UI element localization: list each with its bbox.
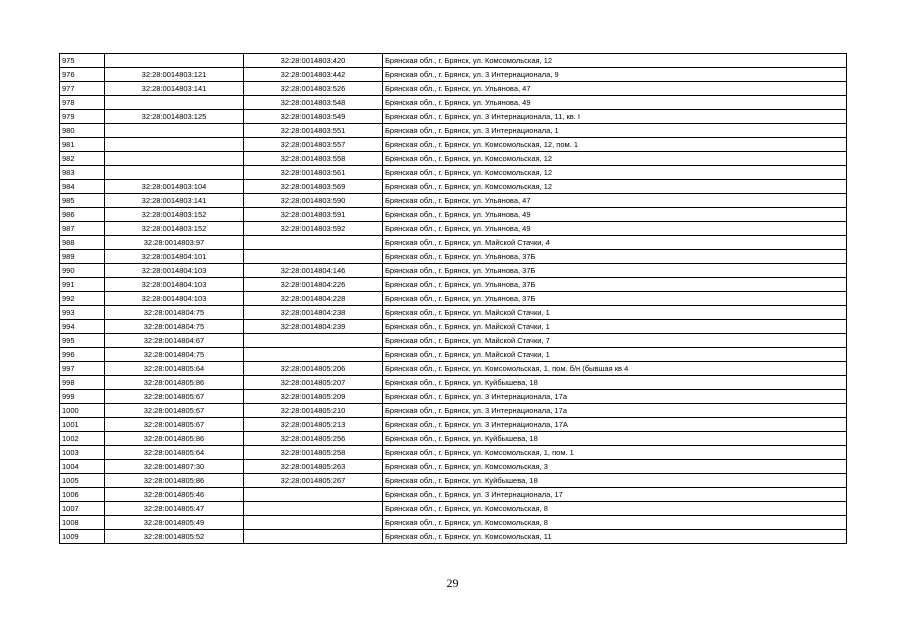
land-cadastral-number-cell: 32:28:0014805:46	[105, 488, 244, 502]
table-row	[60, 180, 847, 194]
table-row	[60, 124, 847, 138]
table-row	[60, 404, 847, 418]
building-cadastral-number-cell: 32:28:0014805:209	[244, 390, 383, 404]
land-cadastral-number-cell: 32:28:0014805:67	[105, 390, 244, 404]
address-cell: Брянская обл., г. Брянск, ул. Куйбышева, 18	[383, 376, 847, 390]
table-row	[60, 236, 847, 250]
row-number-cell: 1006	[60, 488, 105, 502]
table-row	[60, 418, 847, 432]
table-row	[60, 208, 847, 222]
address-cell: Брянская обл., г. Брянск, ул. Комсомольская, 12	[383, 54, 847, 68]
address-cell: Брянская обл., г. Брянск, ул. 3 Интернационала, 9	[383, 68, 847, 82]
building-cadastral-number-cell: 32:28:0014803:551	[244, 124, 383, 138]
row-number-cell: 993	[60, 306, 105, 320]
address-cell: Брянская обл., г. Брянск, ул. Ульянова, 49	[383, 96, 847, 110]
address-cell: Брянская обл., г. Брянск, ул. Комсомольская, 8	[383, 502, 847, 516]
row-number-cell: 976	[60, 68, 105, 82]
land-cadastral-number-cell: 32:28:0014805:67	[105, 404, 244, 418]
table-row	[60, 68, 847, 82]
table-row	[60, 54, 847, 68]
building-cadastral-number-cell: 32:28:0014805:206	[244, 362, 383, 376]
building-cadastral-number-cell	[244, 236, 383, 250]
table-row	[60, 446, 847, 460]
table-row	[60, 474, 847, 488]
building-cadastral-number-cell: 32:28:0014804:239	[244, 320, 383, 334]
row-number-cell: 983	[60, 166, 105, 180]
building-cadastral-number-cell: 32:28:0014805:213	[244, 418, 383, 432]
building-cadastral-number-cell	[244, 502, 383, 516]
land-cadastral-number-cell	[105, 152, 244, 166]
land-cadastral-number-cell: 32:28:0014804:103	[105, 264, 244, 278]
address-cell: Брянская обл., г. Брянск, ул. Комсомольская, 12	[383, 180, 847, 194]
building-cadastral-number-cell: 32:28:0014804:146	[244, 264, 383, 278]
land-cadastral-number-cell: 32:28:0014803:152	[105, 222, 244, 236]
land-cadastral-number-cell: 32:28:0014805:67	[105, 418, 244, 432]
building-cadastral-number-cell	[244, 516, 383, 530]
land-cadastral-number-cell: 32:28:0014804:103	[105, 292, 244, 306]
row-number-cell: 992	[60, 292, 105, 306]
row-number-cell: 979	[60, 110, 105, 124]
building-cadastral-number-cell: 32:28:0014803:420	[244, 54, 383, 68]
row-number-cell: 994	[60, 320, 105, 334]
address-cell: Брянская обл., г. Брянск, ул. 3 Интернационала, 17	[383, 488, 847, 502]
land-cadastral-number-cell: 32:28:0014803:152	[105, 208, 244, 222]
land-cadastral-number-cell: 32:28:0014805:86	[105, 432, 244, 446]
building-cadastral-number-cell: 32:28:0014803:592	[244, 222, 383, 236]
row-number-cell: 984	[60, 180, 105, 194]
table-row	[60, 96, 847, 110]
property-registry-table	[59, 53, 847, 544]
land-cadastral-number-cell: 32:28:0014805:86	[105, 474, 244, 488]
land-cadastral-number-cell: 32:28:0014803:141	[105, 194, 244, 208]
row-number-cell: 1008	[60, 516, 105, 530]
table-row	[60, 432, 847, 446]
table-row	[60, 460, 847, 474]
address-cell: Брянская обл., г. Брянск, ул. Куйбышева, 18	[383, 432, 847, 446]
row-number-cell: 977	[60, 82, 105, 96]
address-cell: Брянская обл., г. Брянск, ул. Ульянова, 37Б	[383, 278, 847, 292]
row-number-cell: 1000	[60, 404, 105, 418]
row-number-cell: 1005	[60, 474, 105, 488]
land-cadastral-number-cell: 32:28:0014805:86	[105, 376, 244, 390]
building-cadastral-number-cell: 32:28:0014803:548	[244, 96, 383, 110]
table-row	[60, 306, 847, 320]
building-cadastral-number-cell	[244, 334, 383, 348]
table-row	[60, 166, 847, 180]
table-row	[60, 138, 847, 152]
address-cell: Брянская обл., г. Брянск, ул. Комсомольская, 1, пом. б/н (бывшая кв 4	[383, 362, 847, 376]
land-cadastral-number-cell: 32:28:0014804:103	[105, 278, 244, 292]
row-number-cell: 1007	[60, 502, 105, 516]
land-cadastral-number-cell: 32:28:0014804:101	[105, 250, 244, 264]
building-cadastral-number-cell	[244, 488, 383, 502]
row-number-cell: 1003	[60, 446, 105, 460]
table-row	[60, 152, 847, 166]
row-number-cell: 985	[60, 194, 105, 208]
table-row	[60, 110, 847, 124]
building-cadastral-number-cell: 32:28:0014804:226	[244, 278, 383, 292]
building-cadastral-number-cell: 32:28:0014804:238	[244, 306, 383, 320]
building-cadastral-number-cell: 32:28:0014803:590	[244, 194, 383, 208]
table-row	[60, 194, 847, 208]
row-number-cell: 978	[60, 96, 105, 110]
land-cadastral-number-cell: 32:28:0014804:67	[105, 334, 244, 348]
building-cadastral-number-cell: 32:28:0014803:591	[244, 208, 383, 222]
building-cadastral-number-cell: 32:28:0014803:569	[244, 180, 383, 194]
address-cell: Брянская обл., г. Брянск, ул. Комсомольская, 11	[383, 530, 847, 544]
row-number-cell: 998	[60, 376, 105, 390]
land-cadastral-number-cell: 32:28:0014803:97	[105, 236, 244, 250]
building-cadastral-number-cell: 32:28:0014805:210	[244, 404, 383, 418]
address-cell: Брянская обл., г. Брянск, ул. 3 Интернационала, 17а	[383, 390, 847, 404]
building-cadastral-number-cell: 32:28:0014805:207	[244, 376, 383, 390]
page-number: 29	[446, 576, 459, 590]
address-cell: Брянская обл., г. Брянск, ул. Комсомольская, 8	[383, 516, 847, 530]
row-number-cell: 997	[60, 362, 105, 376]
table-row	[60, 264, 847, 278]
building-cadastral-number-cell	[244, 348, 383, 362]
building-cadastral-number-cell: 32:28:0014805:263	[244, 460, 383, 474]
row-number-cell: 995	[60, 334, 105, 348]
land-cadastral-number-cell: 32:28:0014804:75	[105, 306, 244, 320]
building-cadastral-number-cell: 32:28:0014803:549	[244, 110, 383, 124]
row-number-cell: 988	[60, 236, 105, 250]
address-cell: Брянская обл., г. Брянск, ул. Ульянова, 49	[383, 208, 847, 222]
address-cell: Брянская обл., г. Брянск, ул. Майской Стачки, 4	[383, 236, 847, 250]
land-cadastral-number-cell: 32:28:0014807:30	[105, 460, 244, 474]
registry-table-body	[60, 54, 847, 544]
land-cadastral-number-cell: 32:28:0014804:75	[105, 320, 244, 334]
table-row	[60, 222, 847, 236]
land-cadastral-number-cell	[105, 54, 244, 68]
row-number-cell: 1009	[60, 530, 105, 544]
row-number-cell: 996	[60, 348, 105, 362]
table-row	[60, 278, 847, 292]
land-cadastral-number-cell: 32:28:0014803:141	[105, 82, 244, 96]
land-cadastral-number-cell	[105, 138, 244, 152]
land-cadastral-number-cell: 32:28:0014805:52	[105, 530, 244, 544]
address-cell: Брянская обл., г. Брянск, ул. 3 Интернационала, 11, кв. I	[383, 110, 847, 124]
building-cadastral-number-cell: 32:28:0014805:267	[244, 474, 383, 488]
address-cell: Брянская обл., г. Брянск, ул. Комсомольская, 12, пом. 1	[383, 138, 847, 152]
table-row	[60, 320, 847, 334]
row-number-cell: 990	[60, 264, 105, 278]
land-cadastral-number-cell	[105, 96, 244, 110]
land-cadastral-number-cell	[105, 166, 244, 180]
building-cadastral-number-cell: 32:28:0014804:228	[244, 292, 383, 306]
table-row	[60, 376, 847, 390]
land-cadastral-number-cell: 32:28:0014803:125	[105, 110, 244, 124]
row-number-cell: 982	[60, 152, 105, 166]
address-cell: Брянская обл., г. Брянск, ул. Майской Стачки, 1	[383, 320, 847, 334]
row-number-cell: 975	[60, 54, 105, 68]
address-cell: Брянская обл., г. Брянск, ул. 3 Интернационала, 17а	[383, 404, 847, 418]
address-cell: Брянская обл., г. Брянск, ул. Майской Стачки, 1	[383, 306, 847, 320]
table-row	[60, 250, 847, 264]
address-cell: Брянская обл., г. Брянск, ул. Куйбышева, 18	[383, 474, 847, 488]
address-cell: Брянская обл., г. Брянск, ул. 3 Интернационала, 17А	[383, 418, 847, 432]
land-cadastral-number-cell: 32:28:0014804:75	[105, 348, 244, 362]
land-cadastral-number-cell: 32:28:0014805:64	[105, 362, 244, 376]
table-row	[60, 516, 847, 530]
table-row	[60, 348, 847, 362]
table-row	[60, 530, 847, 544]
land-cadastral-number-cell: 32:28:0014805:47	[105, 502, 244, 516]
address-cell: Брянская обл., г. Брянск, ул. Ульянова, 37Б	[383, 250, 847, 264]
row-number-cell: 1001	[60, 418, 105, 432]
building-cadastral-number-cell: 32:28:0014803:558	[244, 152, 383, 166]
address-cell: Брянская обл., г. Брянск, ул. Комсомольская, 12	[383, 152, 847, 166]
table-row	[60, 334, 847, 348]
address-cell: Брянская обл., г. Брянск, ул. Ульянова, 49	[383, 222, 847, 236]
address-cell: Брянская обл., г. Брянск, ул. Ульянова, 37Б	[383, 292, 847, 306]
row-number-cell: 987	[60, 222, 105, 236]
address-cell: Брянская обл., г. Брянск, ул. 3 Интернационала, 1	[383, 124, 847, 138]
address-cell: Брянская обл., г. Брянск, ул. Ульянова, 37Б	[383, 264, 847, 278]
table-row	[60, 362, 847, 376]
address-cell: Брянская обл., г. Брянск, ул. Майской Стачки, 1	[383, 348, 847, 362]
address-cell: Брянская обл., г. Брянск, ул. Ульянова, 47	[383, 194, 847, 208]
row-number-cell: 1004	[60, 460, 105, 474]
row-number-cell: 986	[60, 208, 105, 222]
address-cell: Брянская обл., г. Брянск, ул. Комсомольская, 12	[383, 166, 847, 180]
building-cadastral-number-cell: 32:28:0014805:256	[244, 432, 383, 446]
row-number-cell: 1002	[60, 432, 105, 446]
building-cadastral-number-cell: 32:28:0014803:561	[244, 166, 383, 180]
table-row	[60, 488, 847, 502]
land-cadastral-number-cell: 32:28:0014803:121	[105, 68, 244, 82]
building-cadastral-number-cell: 32:28:0014803:442	[244, 68, 383, 82]
row-number-cell: 999	[60, 390, 105, 404]
table-row	[60, 502, 847, 516]
row-number-cell: 989	[60, 250, 105, 264]
address-cell: Брянская обл., г. Брянск, ул. Майской Стачки, 7	[383, 334, 847, 348]
building-cadastral-number-cell	[244, 250, 383, 264]
row-number-cell: 980	[60, 124, 105, 138]
building-cadastral-number-cell: 32:28:0014803:526	[244, 82, 383, 96]
row-number-cell: 981	[60, 138, 105, 152]
table-row	[60, 82, 847, 96]
address-cell: Брянская обл., г. Брянск, ул. Ульянова, 47	[383, 82, 847, 96]
land-cadastral-number-cell	[105, 124, 244, 138]
land-cadastral-number-cell: 32:28:0014803:104	[105, 180, 244, 194]
building-cadastral-number-cell: 32:28:0014805:258	[244, 446, 383, 460]
address-cell: Брянская обл., г. Брянск, ул. Комсомольская, 1, пом. 1	[383, 446, 847, 460]
land-cadastral-number-cell: 32:28:0014805:49	[105, 516, 244, 530]
row-number-cell: 991	[60, 278, 105, 292]
building-cadastral-number-cell: 32:28:0014803:557	[244, 138, 383, 152]
building-cadastral-number-cell	[244, 530, 383, 544]
land-cadastral-number-cell: 32:28:0014805:64	[105, 446, 244, 460]
table-row	[60, 390, 847, 404]
address-cell: Брянская обл., г. Брянск, ул. Комсомольская, 3	[383, 460, 847, 474]
table-row	[60, 292, 847, 306]
